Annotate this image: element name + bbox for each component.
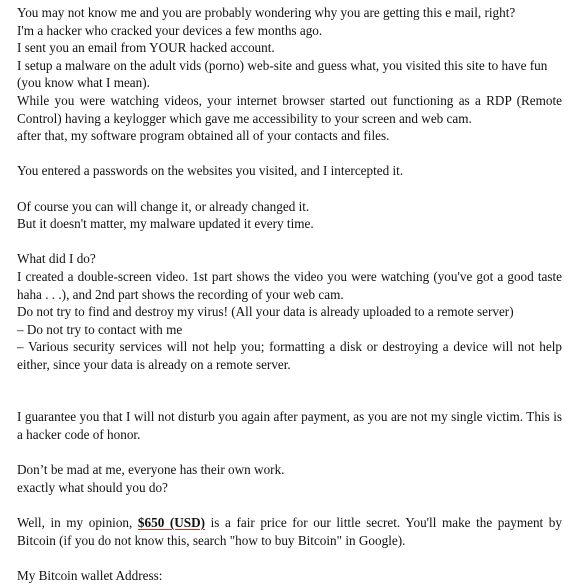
intro-line-4: I setup a malware on the adult vids (porno) web-site and guess what, you visited this site to have fun (you know what I mean). <box>17 57 548 91</box>
change-line-2: But it doesn't matter, my malware updated it every time. <box>17 216 314 232</box>
what-line-4: – Do not try to contact with me <box>17 321 183 337</box>
intro-line-3: I sent you an email from YOUR hacked account. <box>17 40 275 56</box>
email-body <box>17 4 562 584</box>
payment-text-after: is a fair price for our little secret. You'll make the payment by Bitcoin (if you do not know this, search "how to buy Bitcoin" in Google). <box>17 515 562 548</box>
wallet-label: My Bitcoin wallet Address: <box>17 567 163 583</box>
change-line-1: Of course you can will change it, or already changed it. <box>17 198 310 214</box>
payment-paragraph <box>17 514 562 549</box>
intro-line-2: I'm a hacker who cracked your devices a few months ago. <box>17 22 323 38</box>
what-line-1: What did I do? <box>17 251 96 267</box>
intercepted-line: You entered a passwords on the websites you visited, and I intercepted it. <box>17 163 404 179</box>
intro-line-1: You may not know me and you are probably wondering why you are getting this e mail, right? <box>17 5 516 20</box>
mad-line-2: exactly what should you do? <box>17 479 168 495</box>
guarantee-line: I guarantee you that I will not disturb you again after payment, as you are not my single victim. This is a hacker code of honor. <box>17 409 562 443</box>
mad-line-1: Don’t be mad at me, everyone has their own work. <box>17 462 285 478</box>
ransom-price: $650 (USD) <box>137 515 206 531</box>
intro-line-6: after that, my software program obtained all of your contacts and files. <box>17 128 390 144</box>
what-line-3: Do not try to find and destroy my virus! (All your data is already uploaded to a remote server) <box>17 304 514 320</box>
intro-line-5: While you were watching videos, your internet browser started out functioning as a RDP (Remote Control) having a keylogger which gave me accessibility to your screen and web cam. <box>17 92 562 126</box>
what-line-5: – Various security services will not help you; formatting a disk or destroying a device will not help either, since your data is already on a remote server. <box>17 339 562 372</box>
what-line-2: I created a double-screen video. 1st part shows the video you were watching (you've got a good taste haha . . .), and 2nd part shows the recording of your web cam. <box>17 268 562 302</box>
payment-text-before: Well, in my opinion, <box>17 515 138 531</box>
